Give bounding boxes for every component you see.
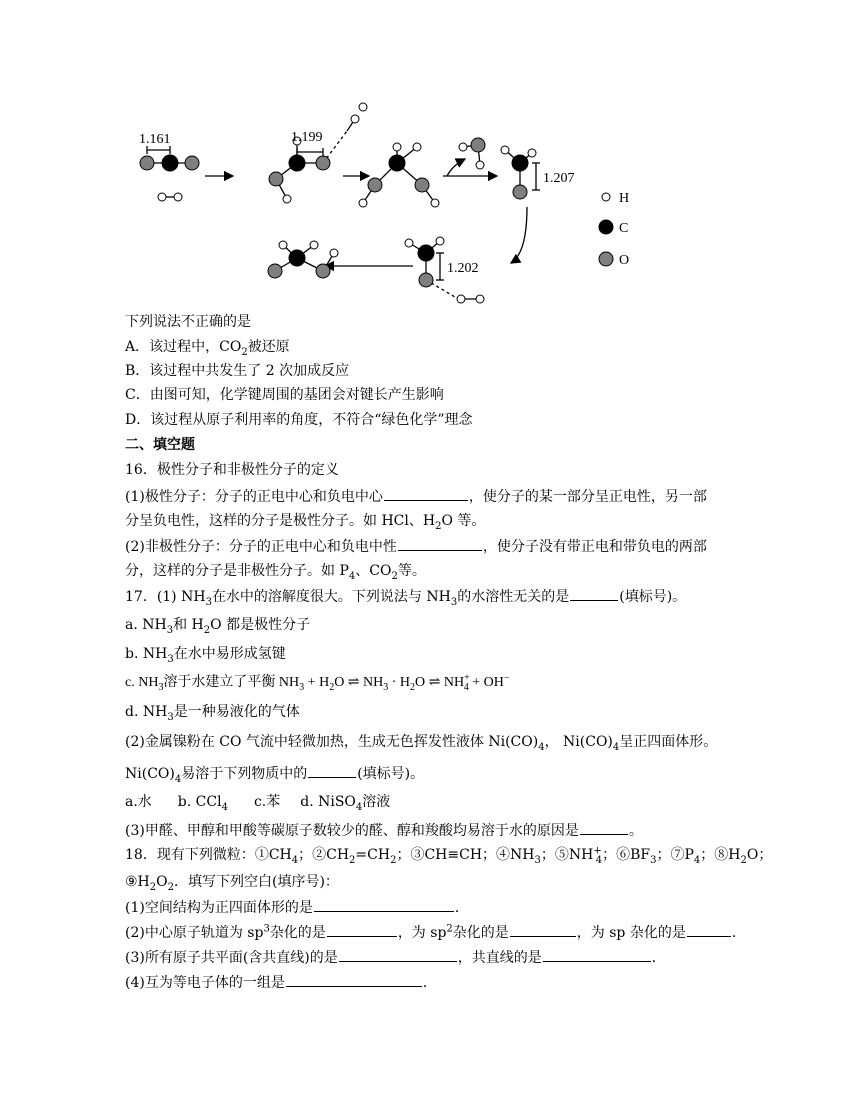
q17-stem: 17．(1) $NH_3$在水中的溶解度很大。下列说法与 $NH_3$的水溶性无关的是 (填标号)。 — [125, 586, 686, 607]
q16-line4: 分，这样的分子是非极性分子。如 $P_4$、$CO_2$等。 — [125, 563, 426, 582]
legend-o: O — [619, 253, 630, 268]
q18-part4: (4)互为等电子体的一组是 ． — [125, 972, 437, 993]
bond-label-1207: 1.207 — [543, 171, 575, 186]
q17-option-b: b. $NH_3$在水中易形成氢键 — [125, 646, 286, 665]
q18-part2: (2)中心原子轨道为 $sp^3$杂化的是 ，为 $sp^2$杂化的是 ，为 sp 杂化的是 ． — [125, 923, 746, 941]
q17-part2-options: a.水 b. CCl$_4$ c.苯 d. NiSO$_4$溶液 — [125, 794, 391, 813]
q17-option-d: d. $NH_3$是一种易液化的气体 — [125, 704, 300, 723]
q17-part3: (3)甲醛、甲醇和甲酸等碳原子数较少的醛、醇和羧酸均易溶于水的原因是 。 — [125, 820, 643, 841]
answer-blank[interactable] — [327, 922, 397, 937]
q15-option-b: B．该过程中共发生了 2 次加成反应 — [125, 363, 350, 379]
q18-part3: (3)所有原子共平面(含共直线)的是 ，共直线的是 ． — [125, 947, 666, 968]
q17-part2-line2: $Ni(CO)_4$易溶于下列物质中的 (填标号)。 — [125, 763, 424, 784]
q15-option-a: A．该过程中，$CO_2$被还原 — [125, 339, 290, 358]
answer-blank[interactable] — [384, 486, 468, 501]
bond-label-1161: 1.161 — [139, 132, 171, 147]
legend-c: C — [619, 221, 629, 236]
q16-line2: 分呈负电性，这样的分子是极性分子。如 HCl、$H_2O$ 等。 — [125, 513, 486, 532]
answer-blank[interactable] — [687, 922, 731, 937]
q18-line2: $⑨H_2O_2$．填写下列空白(填序号)： — [125, 874, 339, 893]
answer-blank[interactable] — [339, 947, 457, 962]
answer-blank[interactable] — [580, 820, 628, 835]
q15-stem: 下列说法不正确的是 — [125, 314, 251, 330]
q16-title: 16．极性分子和非极性分子的定义 — [125, 462, 339, 478]
answer-blank[interactable] — [543, 947, 651, 962]
answer-blank[interactable] — [286, 972, 422, 987]
bond-label-1199: 1.199 — [291, 130, 323, 145]
bond-label-1202: 1.202 — [447, 261, 479, 276]
answer-blank[interactable] — [570, 586, 618, 601]
legend-h: H — [619, 191, 630, 206]
q16-line3: (2)非极性分子：分子的正电中心和负电中性 ，使分子没有带正电和带负电的两部 — [125, 536, 707, 557]
section-heading: 二、填空题 — [125, 437, 195, 453]
q17-part2-line1: (2)金属镍粉在 CO 气流中轻微加热，生成无色挥发性液体 $Ni(CO)_4$， $Ni(CO)_4$呈正四面体形。 — [125, 734, 718, 753]
q16-line1: (1)极性分子：分子的正电中心和负电中心 ，使分子的某一部分呈正电性，另一部 — [125, 486, 707, 507]
reaction-mechanism-diagram — [125, 95, 655, 310]
q15-option-d: D．该过程从原子利用率的角度，不符合“绿色化学”理念 — [125, 412, 473, 428]
answer-blank[interactable] — [314, 897, 454, 912]
answer-blank[interactable] — [510, 922, 576, 937]
q17-option-a: a. $NH_3$和 $H_2O$ 都是极性分子 — [125, 617, 311, 636]
q18-part1: (1)空间结构为正四面体形的是 ． — [125, 897, 469, 918]
q18-line1: 18．现有下列微粒：$①CH_4$；$②CH_2=CH_2$；③CH≡CH；$④NH_3$；$⑤NH^+_4$；$⑥BF_3$；$⑦P_4$；$⑧H_2O$； — [125, 845, 773, 866]
answer-blank[interactable] — [308, 763, 356, 778]
q15-option-c: C．由图可知，化学键周围的基团会对键长产生影响 — [125, 387, 444, 403]
answer-blank[interactable] — [398, 536, 482, 551]
q17-option-c: c. $NH_3$溶于水建立了平衡 $NH_3 + H_2O$ ⇌ $NH_3 \cdot H_2O$ ⇌ $NH^+_4 + OH^-$ — [125, 672, 510, 693]
